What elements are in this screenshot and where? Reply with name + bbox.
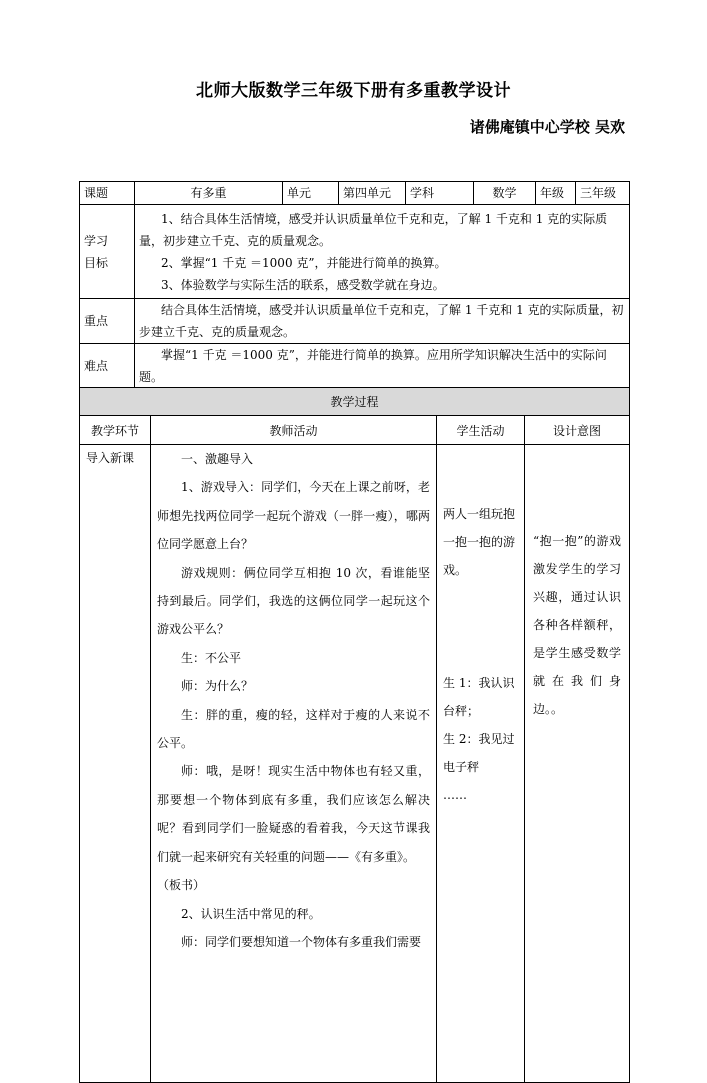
design-intent (525, 445, 630, 1083)
process-band-title: 教学过程 (80, 388, 630, 416)
goal-item-2: 2、掌握“1 千克 ＝1000 克”，并能进行简单的换算。 (161, 255, 447, 270)
document-title: 北师大版数学三年级下册有多重教学设计 (196, 81, 511, 101)
design-text: “抱一抱”的游戏激发学生的学习兴趣，通过认识各种各样额秤，是学生感受数学就在我们身边。。 (533, 534, 622, 716)
teacher-line: 1、游戏导入：同学们，今天在上课之前呀，老师想先找两位同学一起玩个游戏（一胖一瘦），哪两位同学愿意上台？ (157, 480, 430, 552)
teacher-line: 生：胖的重，瘦的轻，这样对于瘦的人来说不公平。 (157, 707, 430, 751)
goal-item-1: 1、结合具体生活情境，感受并认识质量单位千克和克，了解 1 千克和 1 克的实际质量，初步建立千克、克的质量观念。 (139, 211, 608, 248)
goals-label-line-1: 学习 (84, 233, 109, 248)
teacher-line: 师：为什么？ (181, 679, 254, 694)
student-line: 生 1：我认识台秤； (443, 676, 515, 718)
teacher-activity (151, 445, 437, 1083)
goals-label-line-2: 目标 (84, 255, 109, 270)
subject-label: 学科 (406, 182, 474, 205)
header-student: 学生活动 (437, 416, 525, 445)
goals-content (135, 205, 630, 299)
goals-label (80, 205, 135, 299)
grade-value: 三年级 (576, 182, 630, 205)
teaching-process-table (79, 387, 630, 1083)
stage-cell: 导入新课 (80, 445, 151, 1083)
teacher-line: （板书） (157, 878, 206, 893)
teacher-line: 师：同学们要想知道一个物体有多重我们需要 (181, 934, 422, 949)
lesson-info-table (79, 181, 630, 389)
key-point-content: 结合具体生活情境，感受并认识质量单位千克和克，了解 1 千克和 1 克的实际质量，初步建立千克、克的质量观念。 (135, 299, 630, 344)
topic-value: 有多重 (135, 182, 283, 205)
student-line: 生 2：我见过电子秤 (443, 732, 515, 774)
teacher-line: 一、激趣导入 (181, 452, 254, 466)
header-stage: 教学环节 (80, 416, 151, 445)
author-line: 诸佛庵镇中心学校 吴欢 (469, 118, 625, 136)
student-activity (437, 445, 525, 1083)
student-line: …… (443, 788, 467, 802)
grade-label: 年级 (536, 182, 576, 205)
header-teacher: 教师活动 (151, 416, 437, 445)
teacher-line: 游戏规则：俩位同学互相抱 10 次，看谁能坚持到最后。同学们，我选的这俩位同学一起玩这个游戏公平么？ (157, 565, 430, 637)
header-design: 设计意图 (525, 416, 630, 445)
student-line: 两人一组玩抱一抱一抱的游戏。 (443, 507, 516, 577)
unit-value: 第四单元 (339, 182, 406, 205)
topic-label: 课题 (80, 182, 135, 205)
goal-item-3: 3、体验数学与实际生活的联系，感受数学就在身边。 (161, 277, 445, 292)
teacher-line: 师：哦，是呀！现实生活中物体也有轻又重，那要想一个物体到底有多重，我们应该怎么解决呢？看到同学们一脸疑惑的看着我，今天这节课我们就一起来研究有关轻重的问题——《有多重》。 (157, 764, 430, 864)
subject-value: 数学 (474, 182, 536, 205)
teacher-line: 生：不公平 (181, 650, 242, 665)
difficulty-label: 难点 (80, 344, 135, 389)
teacher-line: 2、认识生活中常见的秤。 (181, 906, 321, 921)
difficulty-content: 掌握“1 千克 ＝1000 克”，并能进行简单的换算。应用所学知识解决生活中的实际问题。 (135, 344, 630, 389)
key-point-label: 重点 (80, 299, 135, 344)
unit-label: 单元 (283, 182, 339, 205)
